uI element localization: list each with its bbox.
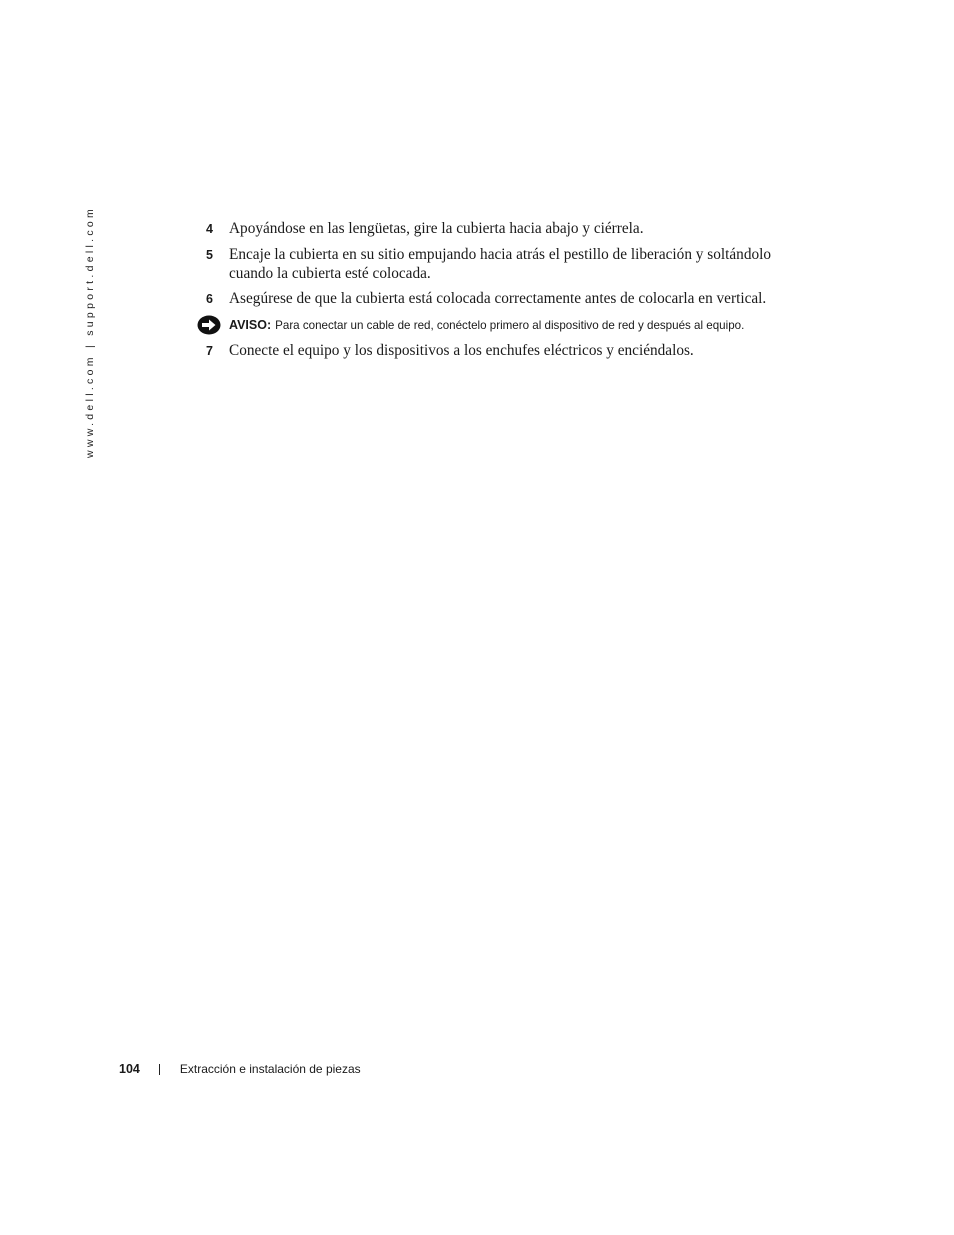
- step-number: 5: [206, 248, 213, 262]
- step-text: Apoyándose en las lengüetas, gire la cubierta hacia abajo y ciérrela.: [229, 220, 644, 237]
- step-text: Conecte el equipo y los dispositivos a los enchufes eléctricos y enciéndalos.: [229, 342, 694, 359]
- instruction-steps: [206, 219, 826, 367]
- footer-divider: [159, 1064, 160, 1075]
- step-4: [206, 219, 826, 239]
- page-footer: [119, 1062, 361, 1076]
- step-text: Asegúrese de que la cubierta está colocada correctamente antes de colocarla en vertical.: [229, 290, 767, 307]
- step-text: Encaje la cubierta en su sitio empujando hacia atrás el pestillo de liberación y soltándolo cuando la cubierta esté colocada.: [229, 246, 772, 282]
- notice-label: AVISO:: [229, 318, 272, 332]
- step-6: [206, 289, 826, 309]
- notice-box: [197, 315, 826, 335]
- step-5: [206, 245, 826, 283]
- step-number: 4: [206, 222, 213, 236]
- step-number: 7: [206, 344, 213, 358]
- notice-text: Para conectar un cable de red, conéctelo primero al dispositivo de red y después al equipo.: [275, 318, 745, 332]
- step-number: 6: [206, 292, 213, 306]
- page-number: 104: [119, 1062, 140, 1076]
- step-7: [206, 341, 826, 361]
- side-url: www.dell.com | support.dell.com: [84, 205, 96, 458]
- notice-arrow-icon: [197, 315, 221, 335]
- section-title: Extracción e instalación de piezas: [179, 1062, 361, 1076]
